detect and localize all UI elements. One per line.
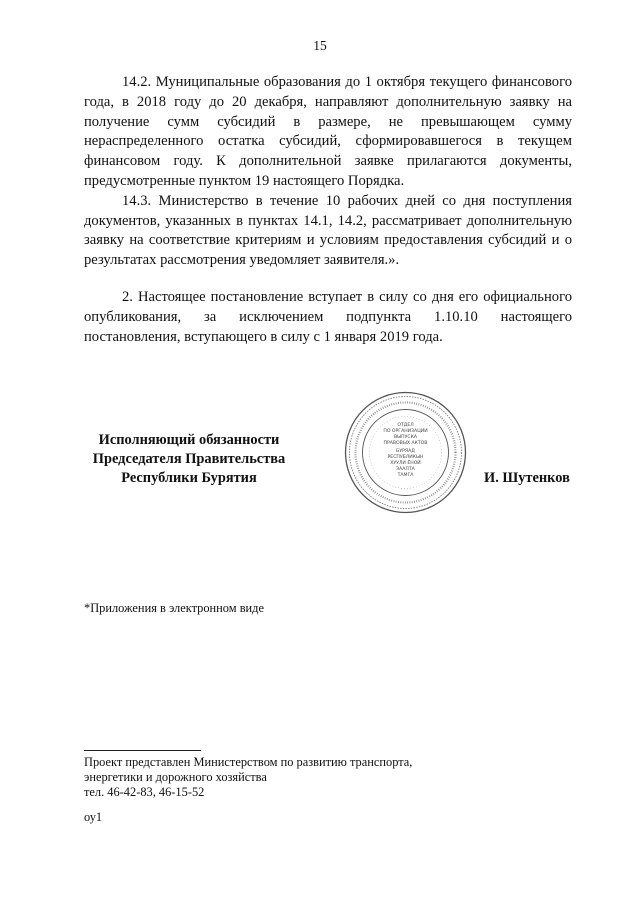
paragraph-14-2: 14.2. Муниципальные образования до 1 октября текущего финансового года, в 2018 году до 20 декабря, направляют дополнительную заявку на получение сумм субсидий в размере, не превышающем сумму нераспределенного остатка субсидий, сформировавшегося в текущем финансовом году. К дополнительной заявке прилагаются документы, предусмотренные пунктом 19 настоящего Порядка. [84, 74, 572, 189]
signatory-title-line: Исполняющий обязанности [98, 432, 280, 448]
paragraph-14-3: 14.3. Министерство в течение 10 рабочих дней со дня поступления документов, указанных в пунктах 14.1, 14.2, рассматривает дополнительную заявку на соответствие критериям и условиям предоставления субсидий и о результатах рассмотрения уведомляет заявителя.». [84, 192, 572, 269]
seal-text-line: ПО ОРГАНИЗАЦИИ [383, 429, 428, 434]
signer-name: И. Шутенков [484, 470, 570, 486]
body-text-block-2 [84, 288, 572, 347]
seal-text-line: ХУУЛИ ЁНОЙ [390, 461, 421, 466]
official-seal-stamp [343, 390, 468, 515]
footer-note [84, 755, 412, 800]
footer-line: тел. 46-42-83, 46-15-52 [84, 785, 205, 799]
document-code: оу1 [84, 810, 103, 824]
signatory-title-line: Председателя Правительства [92, 451, 286, 467]
seal-text-line: ВЫПУСКА [393, 435, 418, 440]
page-number: 15 [313, 38, 327, 53]
paragraph-2-effective-date: 2. Настоящее постановление вступает в силу со дня его официального опубликования, за исключением подпункта 1.10.10 настоящего постановления, вступающего в силу с 1 января 2019 года. [84, 289, 572, 345]
seal-text-line: ТАМГА [397, 473, 414, 478]
seal-text-line: РЕСПУБЛИКЫН [387, 455, 424, 460]
seal-text-line: ПРАВОВЫХ АКТОВ [383, 441, 428, 446]
footer-divider [84, 750, 201, 751]
signatory-title-line: Республики Бурятия [121, 470, 257, 486]
seal-text-line: ЗААЛТА [396, 467, 415, 472]
seal-text-line: БУРЯАД [396, 449, 415, 454]
footer-line: Проект представлен Министерством по развитию транспорта, [84, 755, 413, 769]
body-text-block-1 [84, 73, 572, 271]
signatory-title [80, 431, 298, 488]
footer-line: энергетики и дорожного хозяйства [84, 770, 267, 784]
seal-text-line: ОТДЕЛ [397, 423, 414, 428]
attachment-note: *Приложения в электронном виде [84, 601, 264, 615]
